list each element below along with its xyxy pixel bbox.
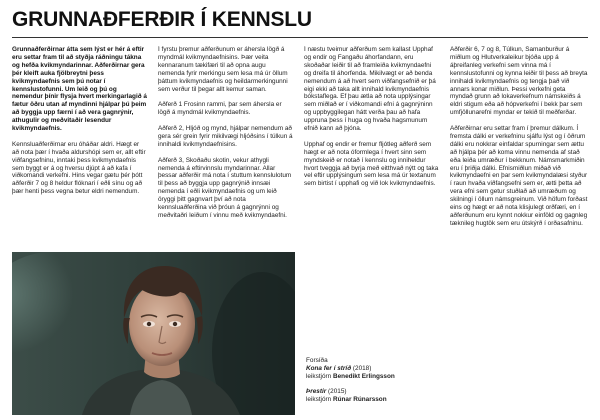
- methods-visual-paragraph: Í fyrstu þremur aðferðunum er áhersla lögð á myndmál kvikmyndaefnisins. Þær veita kennaranum tækifæri til að opna augu nemenda fyrir merkingu sem lesa má úr öllum þáttum kvikmyndaefnis og heildarmerkingunni sem verður til þegar allt kemur saman.: [158, 46, 288, 93]
- director-2-line: [306, 396, 446, 404]
- film-1-year: (2018): [352, 364, 372, 372]
- film-2-line: [306, 388, 446, 396]
- start-end-paragraph: Upphaf og endir er fremur fljótleg aðferð sem hægt er að nota óformlega í hvert sinn sem myndskeið er notað í kennslu og inniheldur hvort tveggja að byrja með eitthvað nýtt og taka vel eftir upplýsingum sem lesa má úr textanum sem birtist í upphafi og við lok kvikmyndaefnis.: [304, 140, 439, 188]
- caption-photo: [306, 388, 446, 404]
- method-3-paragraph: Aðferð 3, Skoðaðu skotin, vekur athygli nemenda á eftirvinnslu myndarinnar. Allar þessar aðferðir má nota í stuttum kennslulotum til þess að byggja upp gagnrýnið innsæi nemenda í eðli kvikmyndaefnis og um leið öryggi þitt gagnvart því að nota kennsluaðferðina við þróun á gagnrýnni og meðvitaðri leiðum í vinnu með kvikmyndaefni.: [158, 156, 292, 219]
- intro-lead-paragraph: Grunnaðferðirnar átta sem lýst er hér á eftir eru settar fram til að styðja ráðningu tákna og hefða kvikmyndarinnar. Aðferðirnar gera þér kleift auka fjölbreytni þess kvikmyndaefnis sem þú notar í kennslustofunni. Um leið og þú og nemendur þínir flysja hvert merkingarlagið á fætur öðru utan af myndinni hjálpar þú þeim að byggja upp færni í að vera gagnrýnir, athugulir og meðvitaðir lesendur kvikmyndaefnis.: [12, 46, 147, 133]
- methods-6-8-paragraph: Aðferðir 6, 7 og 8, Túlkun, Samanburður á miðlum og Hlutverkaleikur bjóða upp á áþreifanleg verkefni sem vinna má í kennslustofunni og kynna leiðir til þess að breyta innihaldi kvikmyndaefnis og tengja það við annars konar miðlun. Þessi verkefni geta myndað grunn að lokaverkefnum námskeiðs á eldri stigum eða að hópverkefni í bekk þar sem umfjöllunarefni myndar er tekið til meðferðar.: [450, 46, 588, 117]
- page-title: GRUNNAÐFERÐIR Í KENNSLU: [12, 8, 312, 31]
- director-1-name: Benedikt Erlingsson: [333, 372, 395, 380]
- columns-explanation-paragraph: Aðferðirnar eru settar fram í þremur dálkum. Í fremsta dálki er verkefninu sjálfu lýst og í öðrum dálki eru nokkrar einfaldar spurningar sem ættu að hjálpa þér að koma vinnu nemenda af stað eða leiða umræður í bekknum. Námsmarkmiðin eru í þriðja dálki. Efnismiðlun miðað við kvikmyndaefni en þar sem kvikmyndalæsi styður í raun hvaða viðfangsefni sem er, ætti þetta að vera efni sem getur stuðlað að umræðum og skilningi í öllum námsgreinum. Við höfum forðast eins og hægt er að nota klisjulegt orðfæri, en í aðferðunum eru kynnt nokkur einföld og gagnleg tæknileg hugtök sem eru útskýrð í orðasafninu.: [450, 125, 588, 227]
- director-1-prefix: leikstjórn: [306, 372, 332, 380]
- director-2-name: Rúnar Rúnarsson: [333, 395, 387, 403]
- title-divider: [12, 37, 588, 38]
- intro-body-paragraph: Kennsluaðferðirnar eru óháðar aldri. Hægt er að nota þær í hvaða aldurshópi sem er, allt eftir viðfangsefninu, inntaki þess kvikmyndaefnis sem byggt er á og hversu djúpt á að kafa í viðkomandi verkefni. Hins vegar gætu þér þótt aðferðir 7 og 8 heldur flóknari í eðli sínu og að þær henti þess vegna betur eldri nemendum.: [12, 140, 146, 196]
- film-1-line: [306, 365, 446, 373]
- text-column-3: [304, 46, 439, 252]
- film-2-year: (2015): [328, 388, 347, 396]
- caption-cover: [306, 357, 446, 380]
- film-1-title: Kona fer í stríð: [306, 364, 352, 372]
- cover-label: Forsíða: [306, 357, 328, 364]
- text-column-1: [12, 46, 147, 252]
- method-1-paragraph: Aðferð 1 Frosinn rammi, þar sem áhersla er lögð á myndmál kvikmyndaefnis.: [158, 101, 282, 117]
- film-2-title: Þrestir: [306, 388, 327, 396]
- photo-captions: [306, 357, 446, 404]
- method-2-paragraph: Aðferð 2, Hljóð og mynd, hjálpar nemendum að gera sér grein fyrir mikilvægi hljóðsins í túlkun á innihaldi kvikmyndaefnisins.: [158, 125, 293, 148]
- film-still-photo: [12, 252, 295, 415]
- methods-4-5-paragraph: Í næstu tveimur aðferðum sem kallast Upphaf og endir og Fangaðu áhorfandann, eru skoðaðar leiðir til að framleiða kvikmyndaefni og dreifa til áhorfenda. Mikilvægt er að benda nemendum á að hvert sem viðfangsefnið er þá eigi ekki að taka allt innihald kvikmyndaefnis bókstaflega. Ef þau ætla að nota upplýsingar sem miðlað er í viðkomandi efni á gagnrýninn og uppbyggilegan hátt verða þau að hafa uppruna þess í huga og hvaða hagsmunum efnið kann að þjóna.: [304, 46, 436, 133]
- director-2-prefix: leikstjórn: [306, 395, 332, 403]
- director-1-line: [306, 373, 446, 381]
- text-column-4: [450, 46, 588, 418]
- text-column-2: [158, 46, 293, 252]
